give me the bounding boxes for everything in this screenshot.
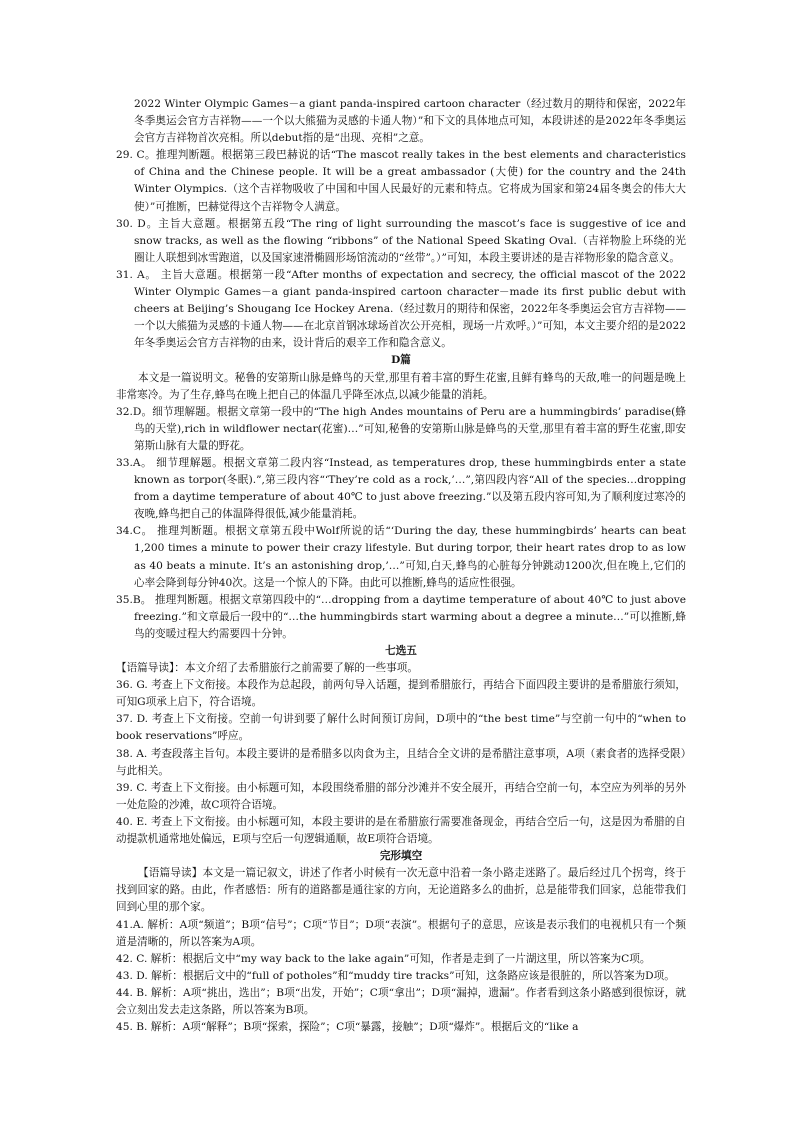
answer-43: 43. D. 解析：根据后文中的“full of potholes”和“muddy tire tracks”可知，这条路应该是很脏的，所以答案为D项。 bbox=[116, 969, 675, 982]
answer-45: 45. B. 解析：A项“解释”；B项“探索，探险”；C项“暴露，接触”；D项“爆炸”。根据后文的“like a bbox=[116, 1021, 579, 1034]
answer-41: 41.A. 解析：A项“频道”；B项“信号”；C项“节目”；D项“表演”。根据句子的意思，应该是表示我们的电视机只有一个频道是清晰的，所以答案为A项。 bbox=[116, 918, 686, 948]
text-block-continuation bbox=[116, 96, 686, 147]
answer-text: 2022 Winter Olympic Games－a giant panda-inspired cartoon character（经过数月的期待和保密，2022年冬季奥运会官方吉祥物——一个以大熊猫为灵感的卡通人物）”和下文的具体地点可知，本段讲述的是2022年冬季奥运会官方吉祥物首次亮相。所以debut指的是“出现、亮相”之意。 bbox=[134, 98, 686, 145]
answer-37: 37. D. 考查上下文衔接。空前一句讲到要了解什么时间预订房间，D项中的“the best time”与空前一句中的“when to book reservations”呼应。 bbox=[116, 713, 686, 743]
answer-33: 33.A。 细节理解题。根据文章第二段内容“Instead, as temperatures drop, these hummingbirds enter a state known as torpor(冬眠).”,第三段内容“‘They’re cold as a rock,’…”,第四段内容“All of the species…dropping from a daytime temperature of about 40℃ to just above freezing.”以及第五段内容可知,为了顺利度过寒冷的夜晚,蜂鸟把自己的体温降得很低,减少能量消耗。 bbox=[116, 456, 686, 521]
answer-38: 38. A. 考查段落主旨句。本段主要讲的是希腊多以肉食为主，且结合全文讲的是希腊注意事项，A项（素食者的选择受限）与此相关。 bbox=[116, 747, 686, 777]
answer-36: 36. G. 考查上下文衔接。本段作为总起段，前两句导入话题，提到希腊旅行，再结合下面四段主要讲的是希腊旅行须知，可知G项承上启下，符合语境。 bbox=[116, 679, 686, 709]
answer-42: 42. C. 解析：根据后文中“my way back to the lake again”可知，作者是走到了一片湖这里，所以答案为C项。 bbox=[116, 952, 651, 965]
answer-30: 30. D。主旨大意题。根据第五段“The ring of light surrounding the mascot’s face is suggestive of ice and snow tracks, as well as the flowing “ribbons” of the National Speed Skating Oval.（吉祥物脸上环绕的光圈让人联想到冰雪跑道，以及国家速滑椭圆形场馆流动的“丝带”。）”可知，本段主要讲述的是吉祥物形象的隐含意义。 bbox=[116, 217, 686, 264]
section-heading-cloze: 完形填空 bbox=[379, 850, 423, 863]
answer-39: 39. C. 考查上下文衔接。由小标题可知，本段围绕希腊的部分沙滩并不安全展开，再结合空前一句，本空应为列举的另外一处危险的沙滩，故C项符合语境。 bbox=[116, 781, 686, 811]
reading-guide-seven-choose-five: 【语篇导读】：本文介绍了去希腊旅行之前需要了解的一些事项。 bbox=[116, 662, 418, 675]
answer-34: 34.C。 推理判断题。根据文章第五段中Wolf所说的话“‘During the day, these hummingbirds’ hearts can beat 1,200 times a minute to power their crazy lifestyle. But during torpor, their heart rates drop to as low as 40 beats a minute. It’s an astonishing drop,’…”可知,白天,蜂鸟的心脏每分钟跳动1200次,但在晚上,它们的心率会降到每分钟40次。这是一个惊人的下降。由此可以推断,蜂鸟的适应性很强。 bbox=[116, 525, 686, 589]
answer-44: 44. B. 解析：A项“挑出，选出”；B项“出发，开始”；C项“拿出”；D项“漏掉，遗漏”。作者看到这条小路感到很惊讶，就会立刻出发去走这条路，所以答案为B项。 bbox=[116, 986, 686, 1016]
section-heading-d: D篇 bbox=[391, 354, 411, 367]
answer-31: 31. A。 主旨大意题。根据第一段“After months of expectation and secrecy, the official mascot of the 2022 Winter Olympic Games－a giant panda-inspired cartoon character－made its first public debut with cheers at Beijing’s Shougang Ice Hockey Arena.（经过数月的期待和保密，2022年冬季奥运会官方吉祥物——一个以大熊猫为灵感的卡通人物——在北京首钢冰球场首次公开亮相，现场一片欢呼。）”可知，本文主要介绍的是2022年冬季奥运会官方吉祥物的由来，设计背后的艰辛工作和隐含意义。 bbox=[116, 268, 686, 350]
section-heading-seven-choose-five: 七选五 bbox=[385, 645, 417, 657]
answer-32: 32.D。细节理解题。根据文章第一段中的“The high Andes mountains of Peru are a hummingbirds’ paradise(蜂鸟的天堂),rich in wildflower nectar(花蜜)…”可知,秘鲁的安第斯山脉是蜂鸟的天堂,那里有着丰富的野生花蜜,即安第斯山脉有大量的野花。 bbox=[116, 405, 686, 452]
passage-summary-d: 本文是一篇说明文。秘鲁的安第斯山脉是蜂鸟的天堂,那里有着丰富的野生花蜜,且鲜有蜂鸟的天敌,唯一的问题是晚上非常寒冷。为了生存,蜂鸟在晚上把自己的体温几乎降至冰点,以减少能量的消耗。 bbox=[116, 371, 686, 401]
answer-29: 29. C。推理判断题。根据第三段巴赫说的话“The mascot really takes in the best elements and characteristics of China and the Chinese people. It will be a great ambassador (大使) for the country and the 24th Winter Olympics.（这个吉祥物吸收了中国和中国人民最好的元素和特点。它将成为国家和第24届冬奥会的伟大大使）”可推断，巴赫觉得这个吉祥物令人满意。 bbox=[116, 149, 686, 213]
answer-40: 40. E. 考查上下文衔接。由小标题可知，本段主要讲的是在希腊旅行需要准备现金，再结合空后一句，这是因为希腊的自动提款机通常地处偏远，E项与空后一句逻辑通顺，故E项符合语境。 bbox=[116, 815, 686, 846]
reading-guide-cloze: 【语篇导读】本文是一篇记叙文，讲述了作者小时候有一次无意中沿着一条小路走迷路了。最后经过几个拐弯，终于找到回家的路。由此，作者感悟：所有的道路都是通往家的方向，无论道路多么的曲折，总是能带我们回家，总能带我们回到心里的那个家。 bbox=[116, 867, 686, 914]
answer-35: 35.B。 推理判断题。根据文章第四段中的“…dropping from a daytime temperature of about 40℃ to just above freezing.”和文章最后一段中的“…the hummingbirds start warming about a degree a minute…”可以推断,蜂鸟的变暖过程大约需要四十分钟。 bbox=[116, 593, 686, 640]
